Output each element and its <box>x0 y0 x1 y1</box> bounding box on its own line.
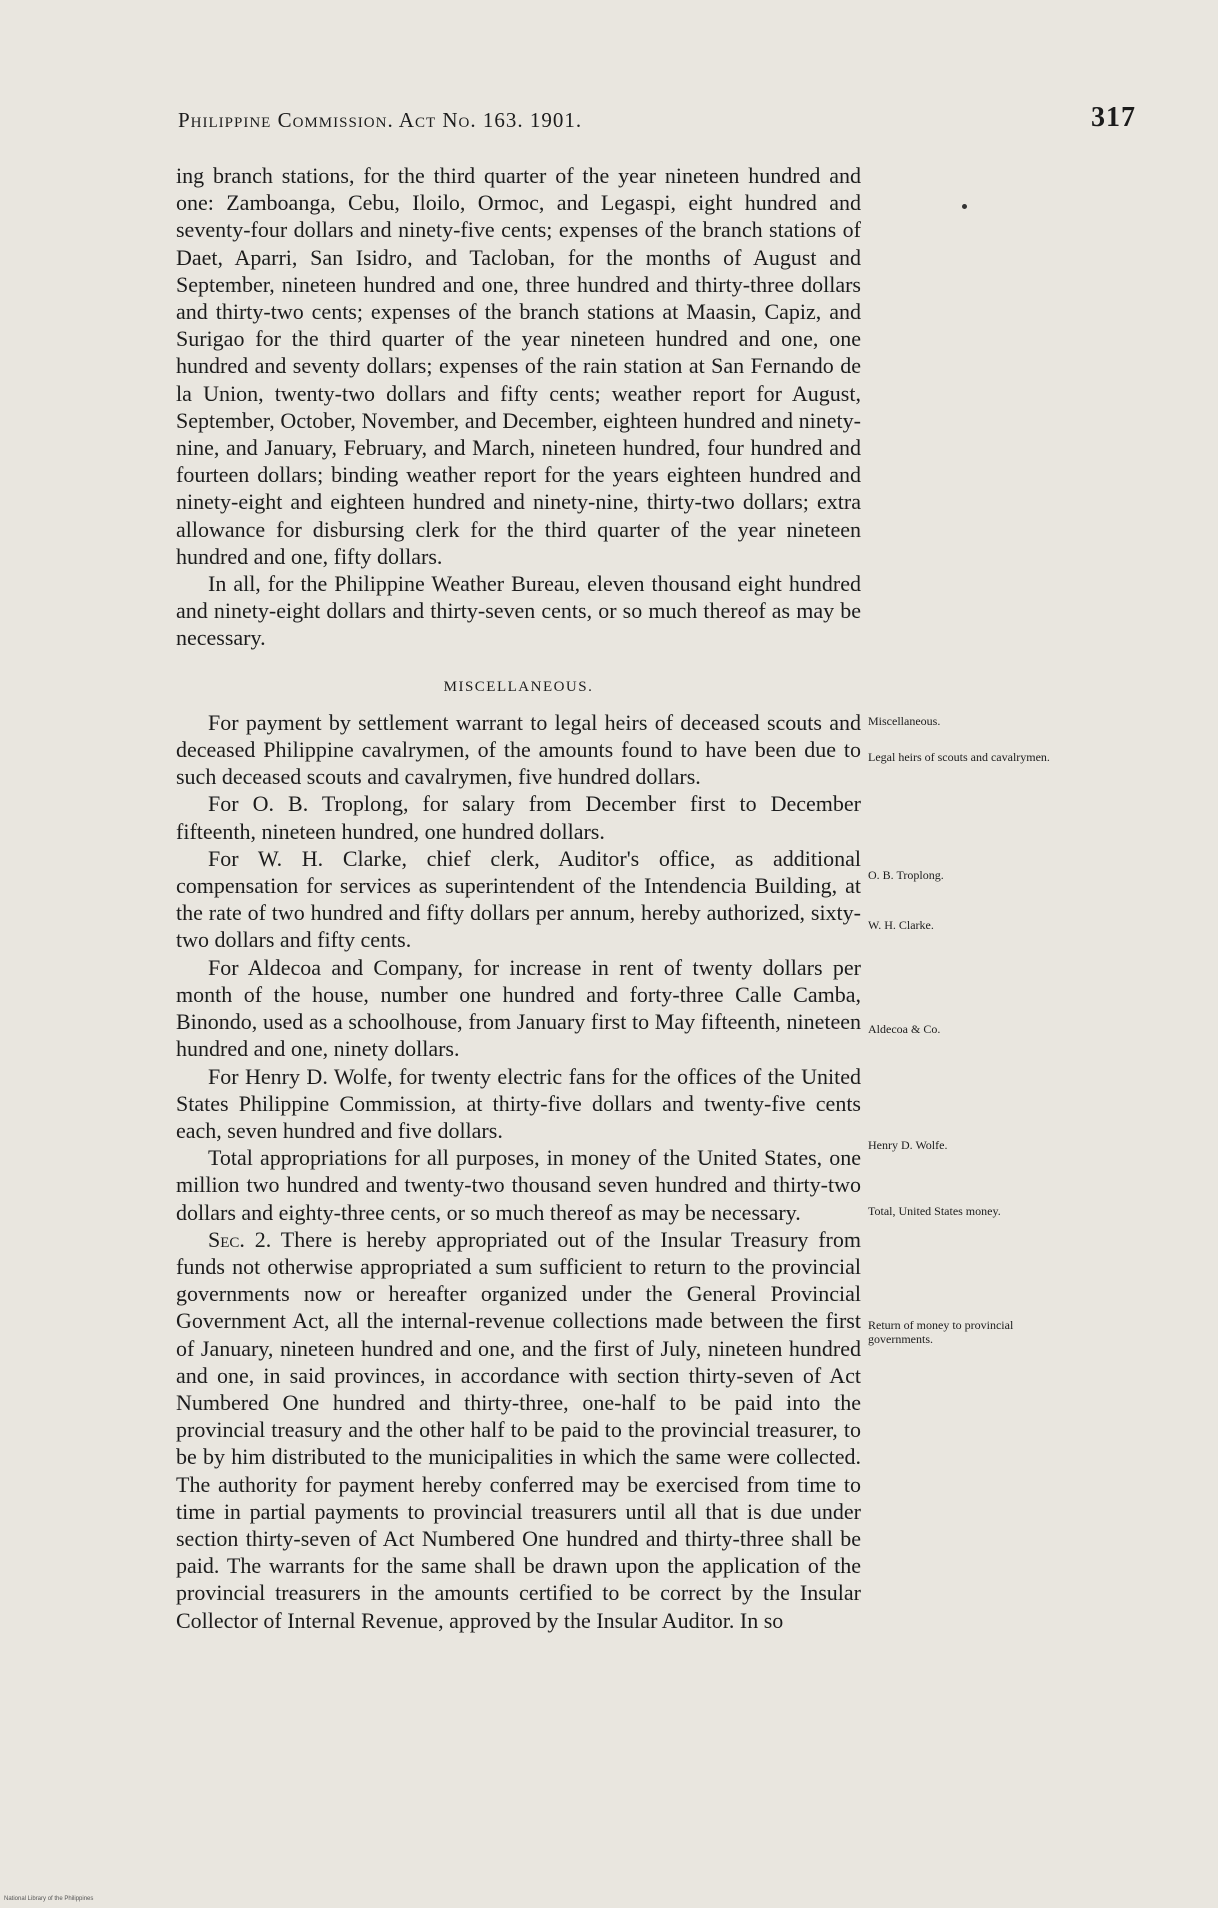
paragraph-section-2 <box>176 1226 861 1634</box>
paragraph-clarke: For W. H. Clarke, chief clerk, Auditor's office, as additional compensation for services as superintendent of the Intendencia Building, at the rate of two hundred and fifty dollars per annum, hereby authorized, sixty-two dollars and fifty cents. <box>176 845 861 953</box>
margin-note-legal-heirs: Legal heirs of scouts and cavalrymen. <box>868 750 1050 764</box>
paragraph-troplong: For O. B. Troplong, for salary from December first to December fifteenth, nineteen hundred, one hundred dollars. <box>176 791 861 844</box>
margin-note-return-money: Return of money to provincial governments. <box>868 1318 1014 1346</box>
paragraph-aldecoa: For Aldecoa and Company, for increase in rent of twenty dollars per month of the house, number one hundred and forty-three Calle Camba, Binondo, used as a schoolhouse, from January first to May fifteenth, nineteen hundred and one, ninety dollars. <box>176 954 861 1062</box>
paragraph-continuation: ing branch stations, for the third quarter of the year nineteen hundred and one: Zamboanga, Cebu, Iloilo, Ormoc, and Legaspi, eight hundred and seventy-four dollars and ninety-five cents; expenses of the branch stations of Daet, Aparri, San Isidro, and Tacloban, for the months of August and September, nineteen hundred and one, three hundred and thirty-three dollars and thirty-two cents; expenses of the branch stations at Maasin, Capiz, and Surigao for the third quarter of the year nineteen hundred and one, one hundred and seventy dollars; expenses of the rain station at San Fernando de la Union, twenty-two dollars and fifty cents; weather report for August, September, October, November, and December, eighteen hundred and ninety-nine, and January, February, and March, nineteen hundred, four hundred and fourteen dollars; binding weather report for the years eighteen hundred and ninety-eight and eighteen hundred and ninety-nine, thirty-two dollars; extra allowance for disbursing clerk for the third quarter of the year nineteen hundred and one, fifty dollars. <box>176 163 861 569</box>
running-title: Philippine Commission. Act No. 163. 1901. <box>178 108 583 132</box>
margin-note-aldecoa: Aldecoa & Co. <box>868 1022 941 1036</box>
paragraph-legal-heirs: For payment by settlement warrant to legal heirs of deceased scouts and deceased Philippine cavalrymen, of the amounts found to have been due to such deceased scouts and cavalrymen, five hundred dollars. <box>176 709 861 790</box>
margin-note-miscellaneous: Miscellaneous. <box>868 714 941 728</box>
margin-note-total: Total, United States money. <box>868 1204 1001 1218</box>
paragraph-weather-bureau-total: In all, for the Philippine Weather Bureau, eleven thousand eight hundred and ninety-eight dollars and thirty-seven cents, or so much thereof as may be necessary. <box>176 571 861 651</box>
body-text <box>176 162 861 1634</box>
page-number: 317 <box>1091 102 1136 133</box>
section-heading: MISCELLANEOUS. <box>443 678 594 695</box>
section-label: Sec. 2. <box>208 1226 272 1252</box>
ink-speck <box>962 204 967 209</box>
margin-note-wolfe: Henry D. Wolfe. <box>868 1138 948 1152</box>
margin-note-clarke: W. H. Clarke. <box>868 918 934 932</box>
page-header <box>178 102 1136 133</box>
section-2-text: There is hereby appropriated out of the Insular Treasury from funds not otherwise appropriated a sum sufficient to return to the provincial governments now or hereafter organized under the General Provincial Government Act, all the internal-revenue collections made between the first of January, nineteen hundred and one, and the first of July, nineteen hundred and one, in said provinces, in accordance with section thirty-seven of Act Numbered One hundred and thirty-three, one-half to be paid into the provincial treasury and the other half to be paid to the provincial treasurer, to be by him distributed to the municipalities in which the same were collected. The authority for payment hereby conferred may be exercised from time to time in partial payments to provincial treasurers until all that is due under section thirty-seven of Act Numbered One hundred and thirty-three shall be paid. The warrants for the same shall be drawn upon the application of the provincial treasurers in the amounts certified to be correct by the Insular Collector of Internal Revenue, approved by the Insular Auditor. In so <box>176 1226 861 1633</box>
footer-credit: National Library of the Philippines <box>4 1896 94 1902</box>
paragraph-wolfe: For Henry D. Wolfe, for twenty electric fans for the offices of the United States Philippine Commission, at thirty-five dollars and twenty-five cents each, seven hundred and five dollars. <box>176 1063 861 1143</box>
margin-note-troplong: O. B. Troplong. <box>868 868 944 882</box>
paragraph-total-appropriations: Total appropriations for all purposes, in money of the United States, one million two hundred and twenty-two thousand seven hundred and thirty-two dollars and eighty-three cents, or so much thereof as may be necessary. <box>176 1145 861 1225</box>
